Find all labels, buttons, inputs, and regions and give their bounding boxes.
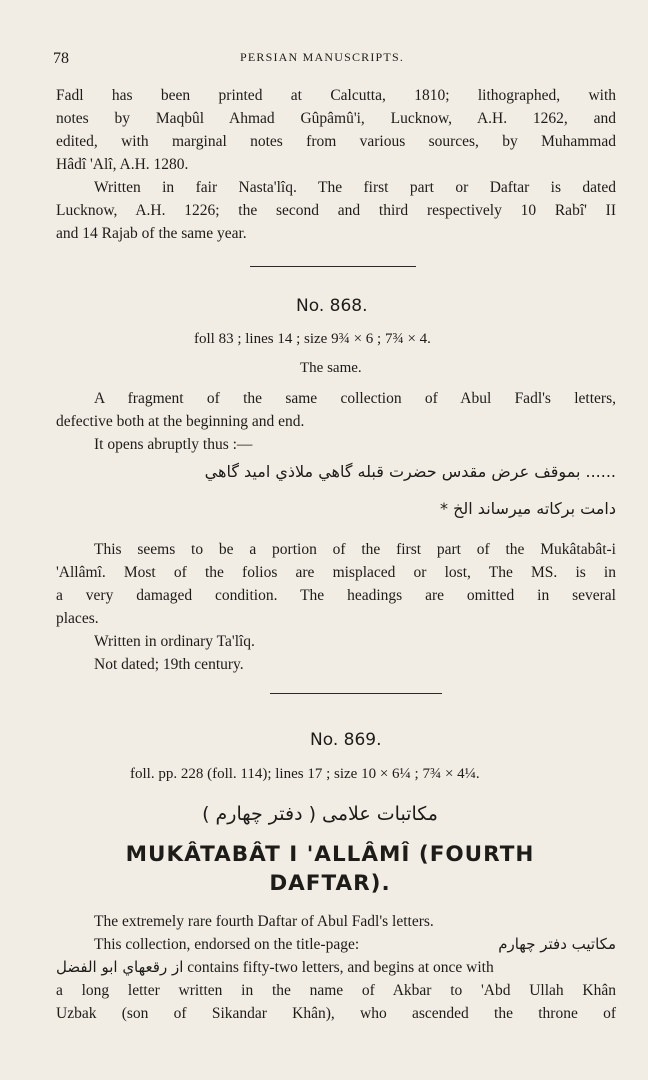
page-number: 78 [53,50,69,67]
text-line: 'Allâmî. Most of the folios are misplaced or lost, The MS. is in [56,564,616,581]
text-line [56,933,616,956]
persian-title: مکاتبات علامی ( دفتر چهارم ) [202,803,438,825]
text-line: Written in fair Nasta'lîq. The first part or Daftar is dated [94,179,616,196]
section-divider [270,693,442,694]
text-line: The extremely rare fourth Daftar of Abul Fadl's letters. [94,913,434,930]
text-line: defective both at the beginning and end. [56,413,305,430]
persian-endorsement-cont: از رقعهاي ابو الفضل [56,958,184,976]
running-title: PERSIAN MANUSCRIPTS. [240,50,405,64]
persian-endorsement: مکاتیب دفتر چهارم [498,935,616,953]
entry-869-meta: foll. pp. 228 (foll. 114); lines 17 ; size 10 × 6¼ ; 7¾ × 4¼. [130,766,480,782]
text-line: Uzbak (son of Sikandar Khân), who ascended the throne of [56,1005,616,1022]
text-segment: contains fifty-two letters, and begins at once with [187,959,494,976]
text-line [56,956,616,979]
entry-868-meta: foll 83 ; lines 14 ; size 9¾ × 6 ; 7¾ × 4. [194,331,431,347]
top-paragraph [56,84,616,245]
text-line: Fadl has been printed at Calcutta, 1810; lithographed, with [56,87,616,104]
entry-number-868: No. 868. [296,296,368,316]
work-title-line-1: MUKÂTABÂT I 'ALLÂMÎ (FOURTH [125,842,535,867]
text-line: a very damaged condition. The headings are omitted in several [56,587,616,604]
text-line: a long letter written in the name of Akbar to 'Abd Ullah Khân [56,982,616,999]
text-line: and 14 Rajab of the same year. [56,225,247,242]
text-line: A fragment of the same collection of Abul Fadl's letters, [94,390,616,407]
persian-quote-line-2: دامت برکاته ميرساند الخ * [439,499,616,518]
text-line: Written in ordinary Ta'lîq. [94,633,255,650]
text-line: It opens abruptly thus :— [94,436,253,453]
persian-quote-line-1: ...... بموقف عرض مقدس حضرت قبله گاهي ملاذي اميد گاهي [204,462,616,481]
text-line: places. [56,610,99,627]
text-segment: This collection, endorsed on the title-page: [94,936,360,953]
entry-number-869: No. 869. [310,730,382,750]
entry-868-description [56,387,616,456]
work-title-line-2: DAFTAR). [269,871,391,896]
text-line: Hâdî 'Alî, A.H. 1280. [56,156,189,173]
section-divider [250,266,416,267]
entry-868-notes [56,538,616,676]
text-line: Not dated; 19th century. [94,656,244,673]
text-line: This seems to be a portion of the first part of the Mukâtabât-i [94,541,616,558]
text-line: edited, with marginal notes from various sources, by Muhammad [56,133,616,150]
text-line: Lucknow, A.H. 1226; the second and third respectively 10 Rabî' II [56,202,616,219]
text-line: notes by Maqbûl Ahmad Gûpâmû'i, Lucknow, A.H. 1262, and [56,110,616,127]
entry-869-description [56,910,616,1025]
entry-868-subtitle: The same. [300,360,362,376]
